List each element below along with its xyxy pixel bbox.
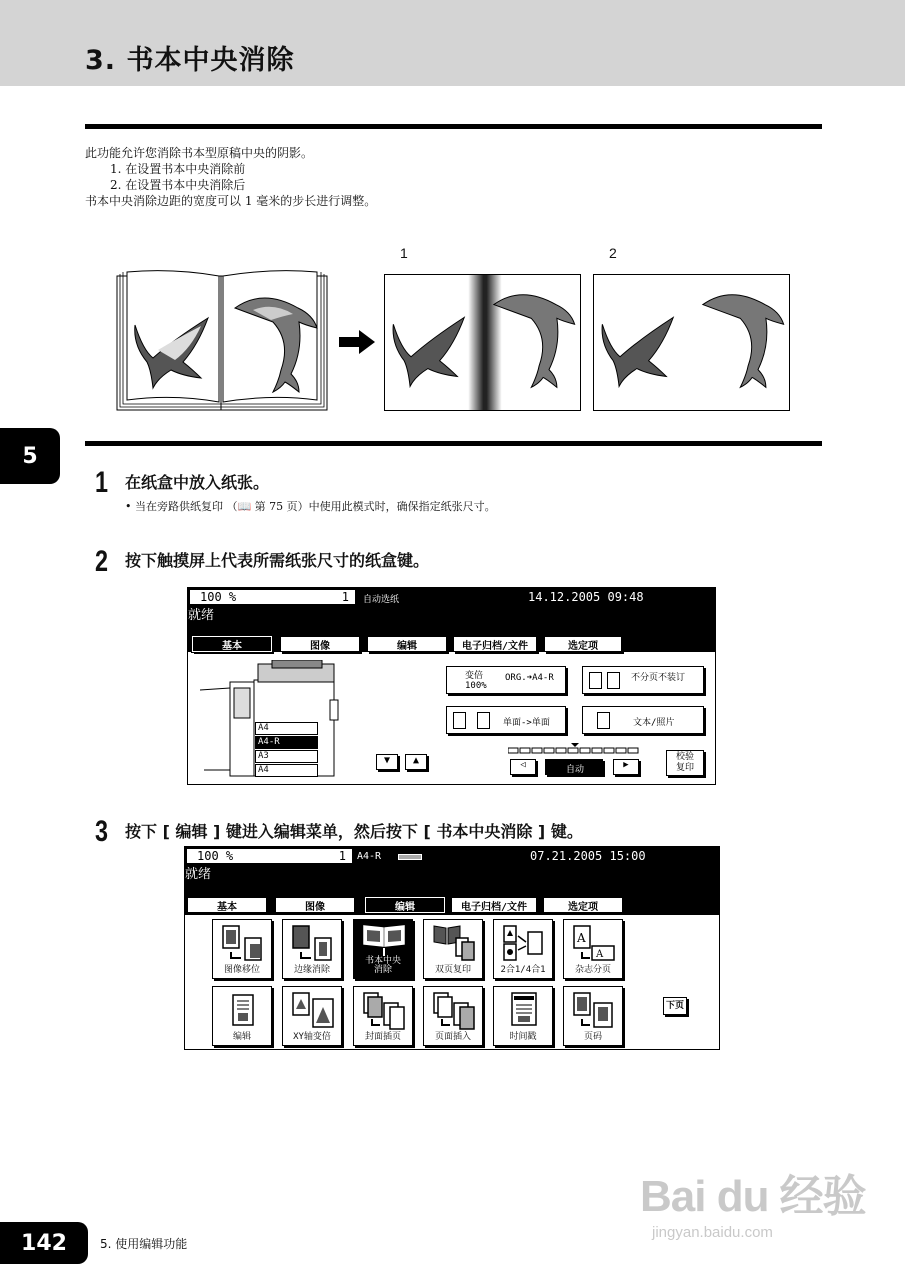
illustration-label-1: 1 [400, 245, 408, 261]
watermark-main: Bai du 经验 [640, 1172, 866, 1221]
intro-item: 2. 在设置书本中央消除后 [110, 178, 246, 192]
after-erase-panel [593, 274, 790, 411]
dual-page-icon [432, 924, 476, 964]
tray-icon [398, 854, 422, 860]
before-erase-panel [384, 274, 581, 411]
datetime: 07.21.2005 15:00 [530, 849, 646, 863]
datetime: 14.12.2005 09:48 [528, 590, 644, 604]
sheet-insertion-button[interactable] [423, 986, 483, 1046]
magazine-sort-icon [572, 924, 616, 964]
tray-1[interactable]: A4 [255, 722, 318, 735]
paper-mode: 自动选纸 [363, 595, 400, 605]
book-center-erase-label: 书本中央 消除 [364, 956, 401, 975]
density-auto-button[interactable] [545, 759, 603, 775]
tab-basic[interactable]: 基本 [187, 897, 267, 913]
page-number-label: 页码 [583, 1032, 602, 1042]
tray-4[interactable]: A4 [255, 764, 318, 777]
watermark-url: jingyan.baidu.com [652, 1224, 773, 1241]
zoom-display [190, 590, 355, 604]
top-rule [85, 124, 822, 129]
dual-page-button[interactable] [423, 919, 483, 979]
svg-text:A: A [577, 931, 586, 945]
illustration-label-2: 2 [609, 245, 617, 261]
document-icon [597, 712, 610, 729]
document-icon [477, 712, 490, 729]
triangle-down-icon: ▼ [383, 755, 391, 766]
zoom-button-org: ORG.➜A4-R [505, 673, 554, 683]
edit-icon [221, 991, 265, 1031]
image-shift-label: 图像移位 [223, 965, 260, 975]
tab-edit[interactable]: 编辑 [367, 636, 447, 652]
magazine-sort-label: 杂志分页 [574, 965, 611, 975]
edge-erase-button[interactable] [282, 919, 342, 979]
original-mode-button[interactable] [582, 706, 704, 734]
xy-zoom-label: XY轴变倍 [293, 1032, 331, 1042]
duplex-button-label: 单面->单面 [503, 718, 550, 728]
tray-3[interactable]: A3 [255, 750, 318, 763]
tab-efiling[interactable]: 电子归档/文件 [453, 636, 537, 652]
tab-image[interactable]: 图像 [275, 897, 355, 913]
intro-item: 1. 在设置书本中央消除前 [110, 162, 246, 176]
step-2-text: 按下触摸屏上代表所需纸张尺寸的纸盒键。 [125, 551, 430, 570]
triangle-right-icon: ▶ [623, 760, 629, 770]
cover-sheet-button[interactable] [353, 986, 413, 1046]
sheet-insertion-icon [432, 991, 476, 1031]
zoom-button[interactable] [446, 666, 566, 694]
intro-line: 书本中央消除边距的宽度可以 1 毫米的步长进行调整。 [85, 194, 377, 208]
baidu-watermark [640, 1160, 866, 1241]
density-lighter-button[interactable] [510, 759, 536, 775]
tray-down-button[interactable] [376, 754, 398, 770]
tray-up-button[interactable] [405, 754, 427, 770]
step-1-text: 在纸盒中放入纸张。 [125, 473, 270, 492]
n-up-icon [502, 924, 546, 964]
xy-zoom-button[interactable] [282, 986, 342, 1046]
time-stamp-label: 时间戳 [509, 1032, 537, 1042]
footer-section-title: 5. 使用编辑功能 [100, 1237, 188, 1251]
status-text: 就绪 [185, 867, 212, 882]
edit-button[interactable] [212, 986, 272, 1046]
page-number-icon [572, 991, 616, 1031]
magazine-sort-button[interactable] [563, 919, 623, 979]
chapter-tab: 5 [0, 428, 60, 484]
zoom-button-label: 变倍 [465, 671, 484, 681]
sheet-insertion-label: 页面插入 [434, 1032, 471, 1042]
shark-icon [602, 317, 673, 386]
cover-sheet-label: 封面插页 [364, 1032, 401, 1042]
copies-value: 1 [341, 590, 349, 604]
section-rule [85, 441, 822, 446]
document-icon [607, 672, 620, 689]
copies-value: 1 [338, 849, 346, 863]
triangle-up-icon: ▲ [412, 755, 420, 766]
status-text: 就绪 [188, 608, 215, 623]
tab-template[interactable]: 选定项 [544, 636, 622, 652]
tab-basic[interactable]: 基本 [192, 636, 272, 652]
n-up-label: 2合1/4合1 [500, 965, 546, 975]
density-auto-label: 自动 [566, 765, 585, 775]
triangle-left-icon: ◁ [520, 760, 526, 770]
image-shift-button[interactable] [212, 919, 272, 979]
book-center-erase-button[interactable] [353, 919, 413, 979]
tray-2[interactable]: A4-R [255, 736, 318, 749]
image-shift-icon [221, 924, 265, 964]
tab-template[interactable]: 选定项 [543, 897, 623, 913]
edit-label: 编辑 [232, 1032, 251, 1042]
page-number: 142 [0, 1222, 88, 1264]
edge-erase-icon [291, 924, 335, 964]
document-icon [589, 672, 602, 689]
arrow-right-icon [339, 330, 375, 354]
2in1-4in1-button[interactable] [493, 919, 553, 979]
next-page-button[interactable]: 下页 [663, 997, 687, 1015]
intro-text [85, 145, 376, 209]
step-3-text: 按下 [ 编辑 ] 键进入编辑菜单，然后按下 [ 书本中央消除 ] 键。 [125, 822, 583, 841]
time-stamp-button[interactable] [493, 986, 553, 1046]
tab-efiling[interactable]: 电子归档/文件 [451, 897, 537, 913]
document-icon [453, 712, 466, 729]
step-1-note: • 当在旁路供纸复印 （📖 第 75 页）中使用此模式时，确保指定纸张尺寸。 [125, 500, 496, 513]
touchscreen-edit [184, 846, 720, 1050]
svg-text:A: A [596, 949, 604, 960]
page-number-button[interactable] [563, 986, 623, 1046]
cover-sheet-icon [362, 991, 406, 1031]
zoom-value: 100 % [200, 590, 237, 604]
xy-zoom-icon [291, 991, 335, 1031]
page-title: 3. 书本中央消除 [85, 45, 295, 76]
zoom-value: 100 % [197, 849, 234, 863]
book-center-erase-icon [362, 924, 406, 958]
step-2-number: 2 [95, 545, 109, 578]
dual-page-label: 双页复印 [434, 965, 471, 975]
tab-image[interactable]: 图像 [280, 636, 360, 652]
open-book-illustration [113, 270, 331, 414]
dolphin-icon [494, 295, 575, 388]
paper-size: A4-R [357, 851, 382, 862]
step-1-number: 1 [95, 466, 109, 499]
intro-line: 此功能允许您消除书本型原稿中央的阴影。 [85, 146, 314, 160]
duplex-button[interactable] [446, 706, 566, 734]
zoom-display [187, 849, 352, 863]
proof-copy-button[interactable]: 校验 复印 [666, 750, 704, 776]
sort-button-label: 不分页不装订 [631, 673, 686, 683]
dolphin-icon [703, 295, 784, 388]
time-stamp-icon [502, 991, 546, 1031]
sort-button[interactable] [582, 666, 704, 694]
shark-icon [393, 317, 464, 386]
density-darker-button[interactable] [613, 759, 639, 775]
step-3-number: 3 [95, 815, 109, 848]
edge-erase-label: 边缘消除 [293, 965, 330, 975]
paper-tray-list [255, 722, 318, 782]
density-scale [508, 743, 644, 755]
touchscreen-basic [187, 587, 716, 785]
tab-edit[interactable]: 编辑 [365, 897, 445, 913]
original-mode-label: 文本/照片 [633, 718, 675, 728]
zoom-button-value: 100% [465, 681, 487, 691]
